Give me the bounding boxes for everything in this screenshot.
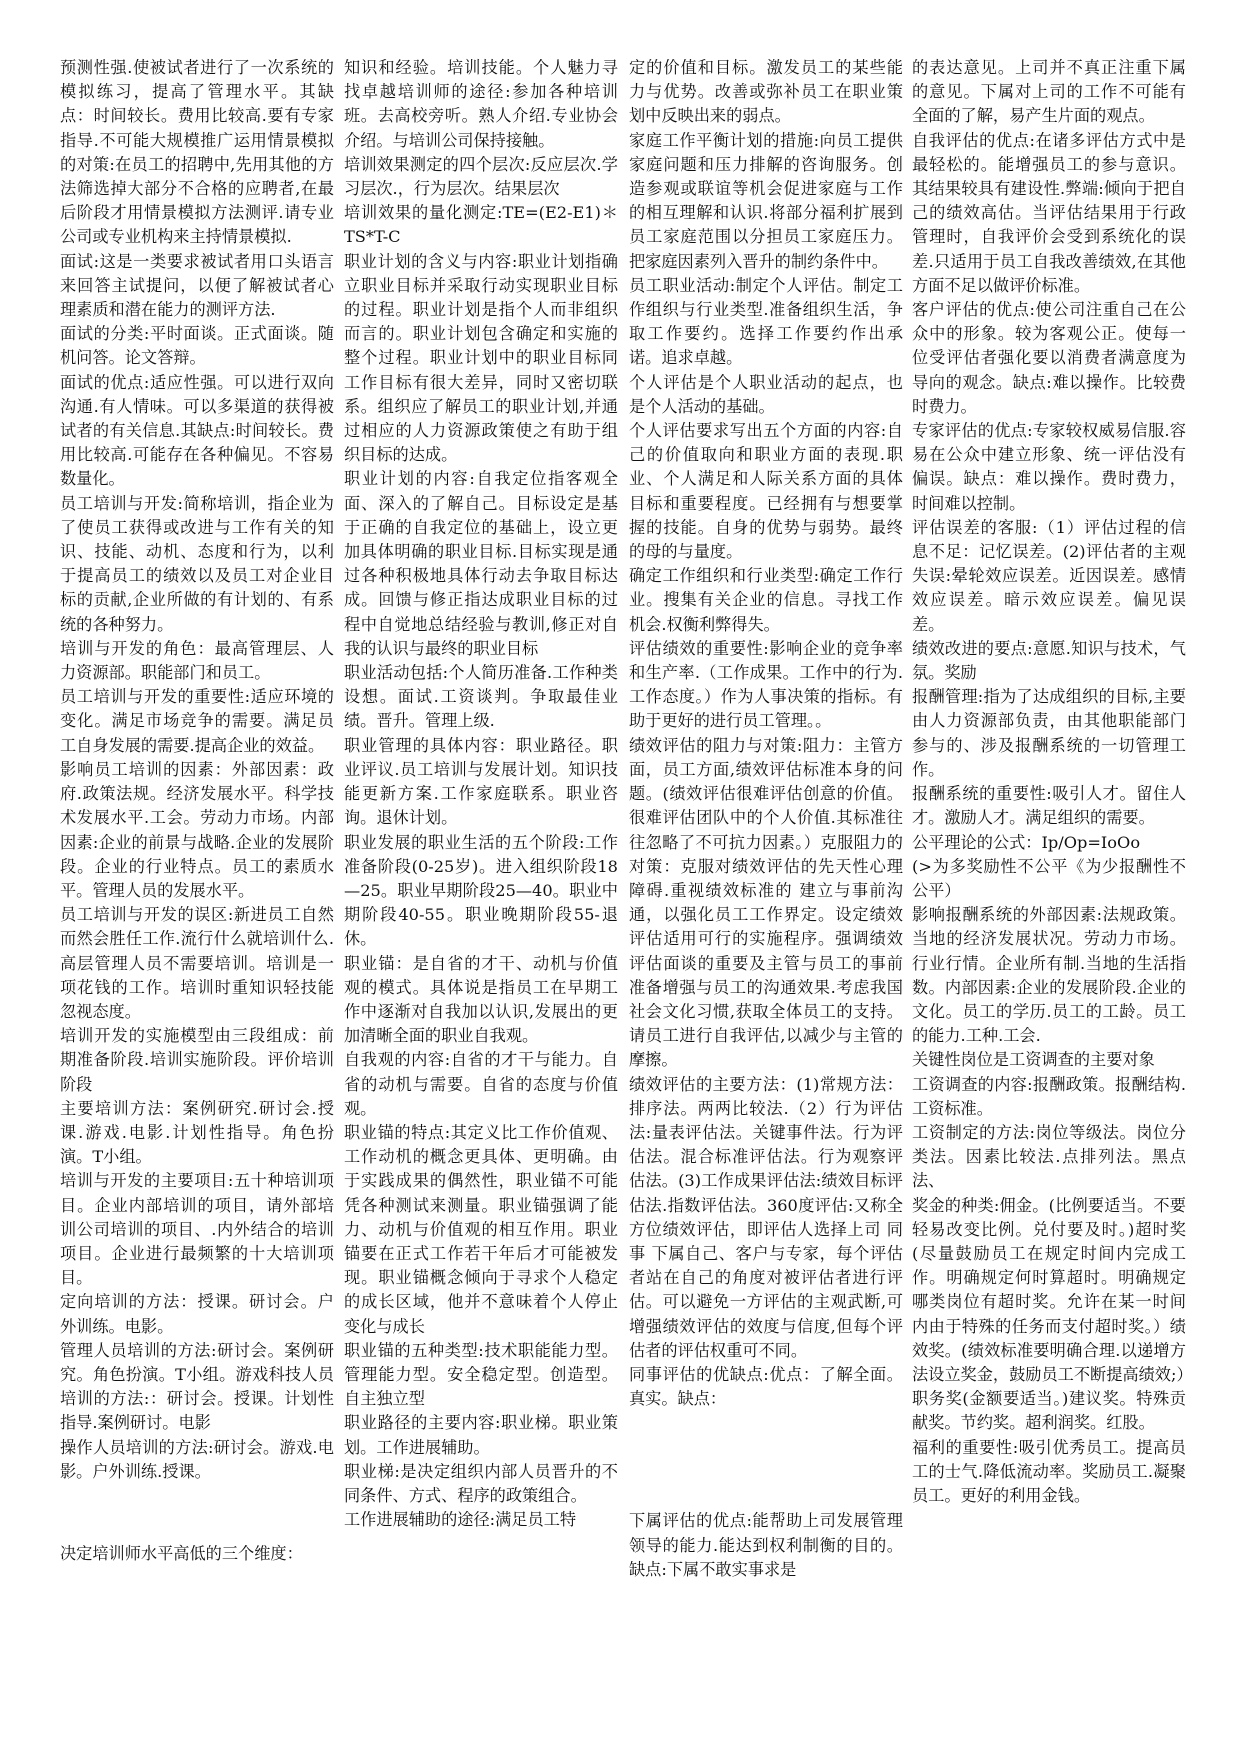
paragraph: 职业计划的含义与内容:职业计划指确立职业目标并采取行动实现职业目标的过程。职业计划是指个人而非组织而言的。职业计划包含确定和实施的整个过程。职业计划中的职业目标同工作目标有很大差异，同时又密切联系。组织应了解员工的职业计划,并通过相应的人力资源政策使之有助于组织目标的达成。 [344, 251, 618, 465]
paragraph: 职业锚：是自省的才干、动机与价值观的模式。具体说是指员工在早期工作中逐渐对自我加以认识,发展出的更加清晰全面的职业自我观。 [344, 953, 618, 1046]
paragraph: 工作进展辅助的途径:满足员工特 [344, 1510, 577, 1530]
paragraph: 下属评估的优点:能帮助上司发展管理领导的能力.能达到权利制衡的目的。缺点:下属不敢实事求是 [629, 1511, 903, 1579]
paragraph: 定向培训的方法：授课。研讨会。户外训练。电影。 [60, 1292, 334, 1336]
paragraph: 确定工作组织和行业类型:确定工作行业。搜集有关企业的信息。寻找工作机会.权衡利弊得失。 [629, 566, 903, 634]
paragraph: 关键性岗位是工资调查的主要对象 [912, 1050, 1155, 1070]
paragraph: 评估绩效的重要性:影响企业的竞争率和生产率.（工作成果。工作中的行为.工作态度。）作为人事决策的指标。有助于更好的进行员工管理。。 [629, 638, 903, 731]
paragraph: 职业活动包括:个人简历准备.工作种类设想。面试.工资谈判。争取最佳业绩。晋升。管理上级. [344, 663, 618, 731]
paragraph: 专家评估的优点:专家较权威易信服.容易在公众中建立形象、统一评估没有偏误。缺点：难以操作。费时费力，时间难以控制。 [912, 421, 1186, 513]
paragraph: 工资制定的方法:岗位等级法。岗位分类法。因素比较法.点排列法。黑点法、 [912, 1122, 1186, 1191]
paragraph: 培训效果测定的四个层次:反应层次.学习层次.，行为层次。结果层次 [344, 154, 618, 199]
paragraph: 客户评估的优点:使公司注重自己在公众中的形象。较为客观公正。使每一位受评估者强化要以消费者满意度为导向的观念。缺点:难以操作。比较费时费力。 [912, 300, 1186, 416]
column-1 [60, 56, 334, 1566]
paragraph: 职业发展的职业生活的五个阶段:工作准备阶段(0-25岁)。进入组织阶段18—25。职业早期阶段25—40。职业中期阶段40-55。职业晚期阶段55-退休。 [344, 832, 618, 949]
paragraph: 职务奖(金额要适当。)建议奖。特殊贡献奖。节约奖。超利润奖。红股。 [912, 1389, 1186, 1433]
paragraph: 知识和经验。培训技能。个人魅力寻找卓越培训师的途径:参加各种培训班。去高校旁听。熟人介绍.专业协会介绍。与培训公司保持接触。 [344, 58, 618, 150]
paragraph: 员工职业活动:制定个人评估。制定工作组织与行业类型.准备组织生活，争取工作要约。选择工作要约作出承诺。追求卓越。 [629, 275, 903, 368]
paragraph: 培训开发的实施模型由三段组成：前期准备阶段.培训实施阶段。评价培训阶段 [60, 1026, 334, 1094]
paragraph: 的表达意见。上司并不真正注重下属的意见。下属对上司的工作不可能有全面的了解，易产生片面的观点。 [912, 58, 1186, 126]
paragraph: 职业管理的具体内容：职业路径。职业评议.员工培训与发展计划。知识技能更新方案.工作家庭联系。职业咨询。退休计划。 [344, 735, 618, 828]
paragraph: 管理人员培训的方法:研讨会。案例研究。角色扮演。T小组。游戏科技人员培训的方法:：研讨会。授课。计划性指导.案例研讨。电影 [60, 1340, 334, 1433]
column-4 [912, 56, 1193, 1508]
paragraph: 工资调查的内容:报酬政策。报酬结构.工资标准。 [912, 1074, 1186, 1118]
column-3 [629, 56, 903, 1582]
paragraph: 绩效评估的主要方法：(1)常规方法：排序法。两两比较法.（2）行为评估法:量表评估法。关键事件法。行为评估法。混合标准评估法。行为观察评估法。(3)工作成果评估法:绩效目标评估法.指数评估法。360度评估:又称全方位绩效评估，即评估人选择上司 同事 下属自己、客户与专家，每个评估者站在自己的角度对被评估者进行评估。可以避免一方评估的主观武断,可增强绩效评估的效度与信度,但每个评估者的评估权重可不同。 [629, 1074, 903, 1360]
paragraph: 职业计划的内容:自我定位指客观全面、深入的了解自己。目标设定是基于正确的自我定位的基础上，设立更加具体明确的职业目标.目标实现是通过各种积极地具体行动去争取目标达成。回馈与修正指达成职业目标的过程中自觉地总结经验与教训,修正对自我的认识与最终的职业目标 [344, 469, 618, 658]
paragraph: 个人评估是个人职业活动的起点，也是个人活动的基础。 [629, 372, 903, 416]
paragraph: 个人评估要求写出五个方面的内容:自己的价值取向和职业方面的表现.职业、个人满足和人际关系方面的具体目标和重要程度。已经拥有与想要掌握的技能。自身的优势与弱势。最终的母的与量度。 [629, 421, 903, 562]
blank-gap [629, 1411, 903, 1509]
paragraph: 决定培训师水平高低的三个维度： [60, 1543, 303, 1563]
paragraph: 面试:这是一类要求被试者用口头语言来回答主试提问，以便了解被试者心理素质和潜在能力的测评方法. [60, 251, 334, 320]
paragraph: 员工培训与开发的重要性:适应环境的变化。满足市场竞争的需要。满足员工自身发展的需要.提高企业的效益。 [60, 687, 334, 755]
paragraph: 面试的优点:适应性强。可以进行双向沟通.有人情味。可以多渠道的获得被试者的有关信息.其缺点:时间较长。费用比较高.可能存在各种偏见。不容易数量化。 [60, 372, 334, 489]
paragraph: 报酬管理:指为了达成组织的目标,主要由人力资源部负责，由其他职能部门参与的、涉及报酬系统的一切管理工作。 [912, 687, 1186, 779]
paragraph: 职业锚的五种类型:技术职能能力型。管理能力型。安全稳定型。创造型。自主独立型 [344, 1340, 618, 1409]
paragraph: 福利的重要性:吸引优秀员工。提高员工的士气.降低流动率。奖励员工.凝聚员工。更好的利用金钱。 [912, 1437, 1186, 1505]
paragraph: 定的价值和目标。激发员工的某些能力与优势。改善或弥补员工在职业策划中反映出来的弱点。 [629, 58, 903, 126]
paragraph: 影响员工培训的因素：外部因素：政府.政策法规。经济发展水平。科学技术发展水平.工会。劳动力市场。内部因素:企业的前景与战略.企业的发展阶段。企业的行业特点。员工的素质水平。管理人员的发展水平。 [60, 759, 334, 900]
paragraph: 家庭工作平衡计划的措施:向员工提供家庭问题和压力排解的咨询服务。创造参观或联谊等机会促进家庭与工作的相互理解和认识.将部分福利扩展到员工家庭范围以分担员工家庭压力。把家庭因素列入晋升的制约条件中。 [629, 130, 903, 271]
paragraph: 奖金的种类:佣金。(比例要适当。不要轻易改变比例。兑付要及时。)超时奖(尽量鼓励员工在规定时间内完成工作。明确规定何时算超时。明确规定哪类岗位有超时奖。允许在某一时间内由于特殊的任务而支付超时奖。）绩效奖。(绩效标准要明确合理.以递增方法设立奖金，鼓励员工不断提高绩效;） [912, 1195, 1193, 1384]
paragraph: 培训与开发的主要项目:五十种培训项目。企业内部培训的项目，请外部培训公司培训的项目、.内外结合的培训项目。企业进行最频繁的十大培训项目。 [60, 1171, 334, 1288]
paragraph: 评估误差的客服:（1）评估过程的信息不足：记忆误差。(2)评估者的主观失误:晕轮效应误差。近因误差。感情效应误差。暗示效应误差。偏见误差。 [912, 517, 1186, 634]
paragraph: 影响报酬系统的外部因素:法规政策。当地的经济发展状况。劳动力市场。行业行情。企业所有制.当地的生活指数。内部因素:企业的发展阶段.企业的文化。员工的学历.员工的工龄。员工的能力.工种.工会. [912, 905, 1186, 1046]
paragraph: 绩效改进的要点:意愿.知识与技术，气氛。奖励 [912, 638, 1186, 683]
paragraph: 绩效评估的阻力与对策:阻力：主管方面，员工方面,绩效评估标准本身的问题。(绩效评估很难评估创意的价值。很难评估团队中的个人价值.其标准往往忽略了不可抗力因素。）克服阻力的对策：克服对绩效评估的先天性心理障碍.重视绩效标准的 建立与事前沟通，以强化员工工作界定。设定绩效评估适用可行的实施程序。强调绩效评估面谈的重要及主管与员工的事前准备增强与员工的沟通效果.考虑我国社会文化习惯,获取全体员工的支持。请员工进行自我评估,以减少与主管的摩擦。 [629, 735, 903, 1070]
paragraph: 培训效果的量化测定:TE=(E2-E1)＊TS*T-C [344, 203, 618, 247]
blank-gap [60, 1484, 334, 1542]
paragraph: 职业梯:是决定组织内部人员晋升的不同条件、方式、程序的政策组合。 [344, 1461, 618, 1505]
paragraph: 面试的分类:平时面谈。正式面谈。随机问答。论文答辩。 [60, 324, 334, 368]
paragraph: 员工培训与开发的误区:新进员工自然而然会胜任工作.流行什么就培训什么.高层管理人员不需要培训。培训是一项花钱的工作。培训时重知识轻技能忽视态度。 [60, 905, 334, 1021]
paragraph: 职业锚的特点:其定义比工作价值观、工作动机的概念更具体、更明确。由于实践成果的偶然性，职业锚不可能凭各种测试来测量。职业锚强调了能力、动机与价值观的相互作用。职业锚要在正式工作若干年后才可能被发现。职业锚概念倾向于寻求个人稳定的成长区域，他并不意味着个人停止变化与成长 [344, 1122, 618, 1336]
paragraph: 操作人员培训的方法:研讨会。游戏.电影。户外训练.授课。 [60, 1437, 334, 1481]
paragraph: 培训与开发的角色：最高管理层、人力资源部。职能部门和员工。 [60, 638, 334, 683]
paragraph: 公平理论的公式：Ip/Op=IoOo [912, 832, 1141, 852]
paragraph: 预测性强.使被试者进行了一次系统的模拟练习，提高了管理水平。其缺点：时间较长。费用比较高.要有专家指导.不可能大规模推广运用情景模拟的对策:在员工的招聘中,先用其他的方法筛选掉大部分不合格的应聘者,在最后阶段才用情景模拟方法测评.请专业公司或专业机构来主持情景模拟. [60, 58, 334, 247]
column-2 [344, 56, 618, 1532]
paragraph: 主要培训方法：案例研究.研讨会.授课.游戏.电影.计划性指导。角色扮演。T小组。 [60, 1098, 334, 1167]
paragraph: 同事评估的优缺点:优点：了解全面。真实。缺点： [629, 1364, 903, 1409]
paragraph: (>为多奖励性不公平《为少报酬性不公平） [912, 856, 1186, 900]
paragraph: 员工培训与开发:简称培训，指企业为了使员工获得或改进与工作有关的知识、技能、动机、态度和行为，以利于提高员工的绩效以及员工对企业目标的贡献,企业所做的有计划的、有系统的各种努力。 [60, 493, 334, 634]
paragraph: 职业路径的主要内容:职业梯。职业策划。工作进展辅助。 [344, 1413, 618, 1457]
paragraph: 自我观的内容:自省的才干与能力。自省的动机与需要。自省的态度与价值观。 [344, 1050, 618, 1118]
paragraph: 自我评估的优点:在诸多评估方式中是最轻松的。能增强员工的参与意识。其结果较具有建设性.弊端:倾向于把自己的绩效高估。当评估结果用于行政管理时，自我评价会受到系统化的误差.只适用于员工自我改善绩效,在其他方面不足以做评价标准。 [912, 130, 1186, 295]
paragraph: 报酬系统的重要性:吸引人才。留住人才。激励人才。满足组织的需要。 [912, 784, 1186, 828]
